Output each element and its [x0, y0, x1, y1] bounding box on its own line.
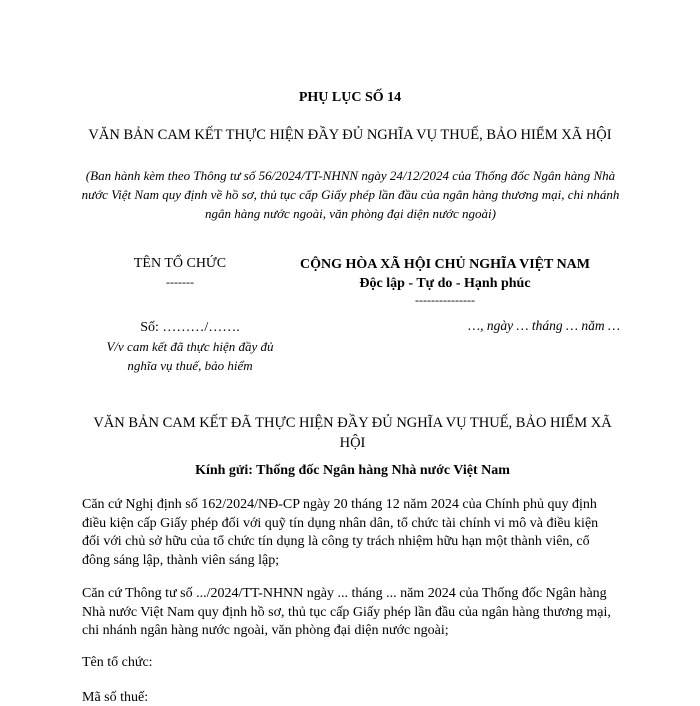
subject-line-1: V/v cam kết đã thực hiện đầy đủ [106, 339, 274, 354]
nation-title: CỘNG HÒA XÃ HỘI CHỦ NGHĨA VIỆT NAM [299, 257, 590, 272]
document-number: Số: ………/……. [140, 320, 240, 335]
greeting: Kính gửi: Thống đốc Ngân hàng Nhà nước Việt Nam [195, 463, 510, 478]
org-header [95, 255, 265, 291]
subject-line-2: nghĩa vụ thuế, bảo hiểm [127, 358, 253, 373]
national-header [280, 255, 610, 307]
legal-basis-paragraph: Căn cứ Nghị định số 162/2024/NĐ-CP ngày 20 tháng 12 năm 2024 của Chính phủ quy định điều kiện cấp Giấy phép đối với quỹ tín dụng nhân dân, tổ chức tài chính vi mô và điều kiện đối với chủ sở hữu của tổ chức tín dụng là công ty trách nhiệm hữu hạn một thành viên, cổ đông sáng lập, thành viên sáng lập; [82, 497, 599, 568]
appendix-label: PHỤ LỤC SỐ 14 [298, 90, 402, 105]
legal-basis-paragraph: Căn cứ Thông tư số .../2024/TT-NHNN ngày ... tháng ... năm 2024 của Thống đốc Ngân hàng Nhà nước Việt Nam quy định hồ sơ, thủ tục cấp Giấy phép lần đầu của ngân hàng thương mại, chi nhánh ngân hàng nước ngoài, văn phòng đại diện nước ngoài; [82, 586, 611, 639]
main-title: VĂN BẢN CAM KẾT THỰC HIỆN ĐẦY ĐỦ NGHĨA VỤ THUẾ, BẢO HIỂM XÃ HỘI [88, 127, 612, 143]
motto: Độc lập - Tự do - Hạnh phúc [359, 276, 531, 291]
document-title: VĂN BẢN CAM KẾT ĐÃ THỰC HIỆN ĐẦY ĐỦ NGHĨA VỤ THUẾ, BẢO HIỂM XÃ HỘI [93, 415, 612, 451]
motto-separator: --------------- [415, 293, 475, 307]
org-name-label: TÊN TỔ CHỨC [133, 256, 227, 271]
date-line: …, ngày … tháng … năm … [468, 318, 620, 333]
org-name-field: Tên tổ chức: [82, 655, 153, 670]
org-separator: ------- [166, 275, 194, 289]
issuance-note: (Ban hành kèm theo Thông tư số 56/2024/TT-NHNN ngày 24/12/2024 của Thống đốc Ngân hàng Nhà nước Việt Nam quy định về hồ sơ, thủ tục cấp Giấy phép lần đầu của ngân hàng thương mại, chi nhánh ngân hàng nước ngoài, văn phòng đại diện nước ngoài) [81, 168, 620, 221]
tax-code-field: Mã số thuế: [82, 690, 149, 705]
document-number-block [80, 318, 300, 375]
